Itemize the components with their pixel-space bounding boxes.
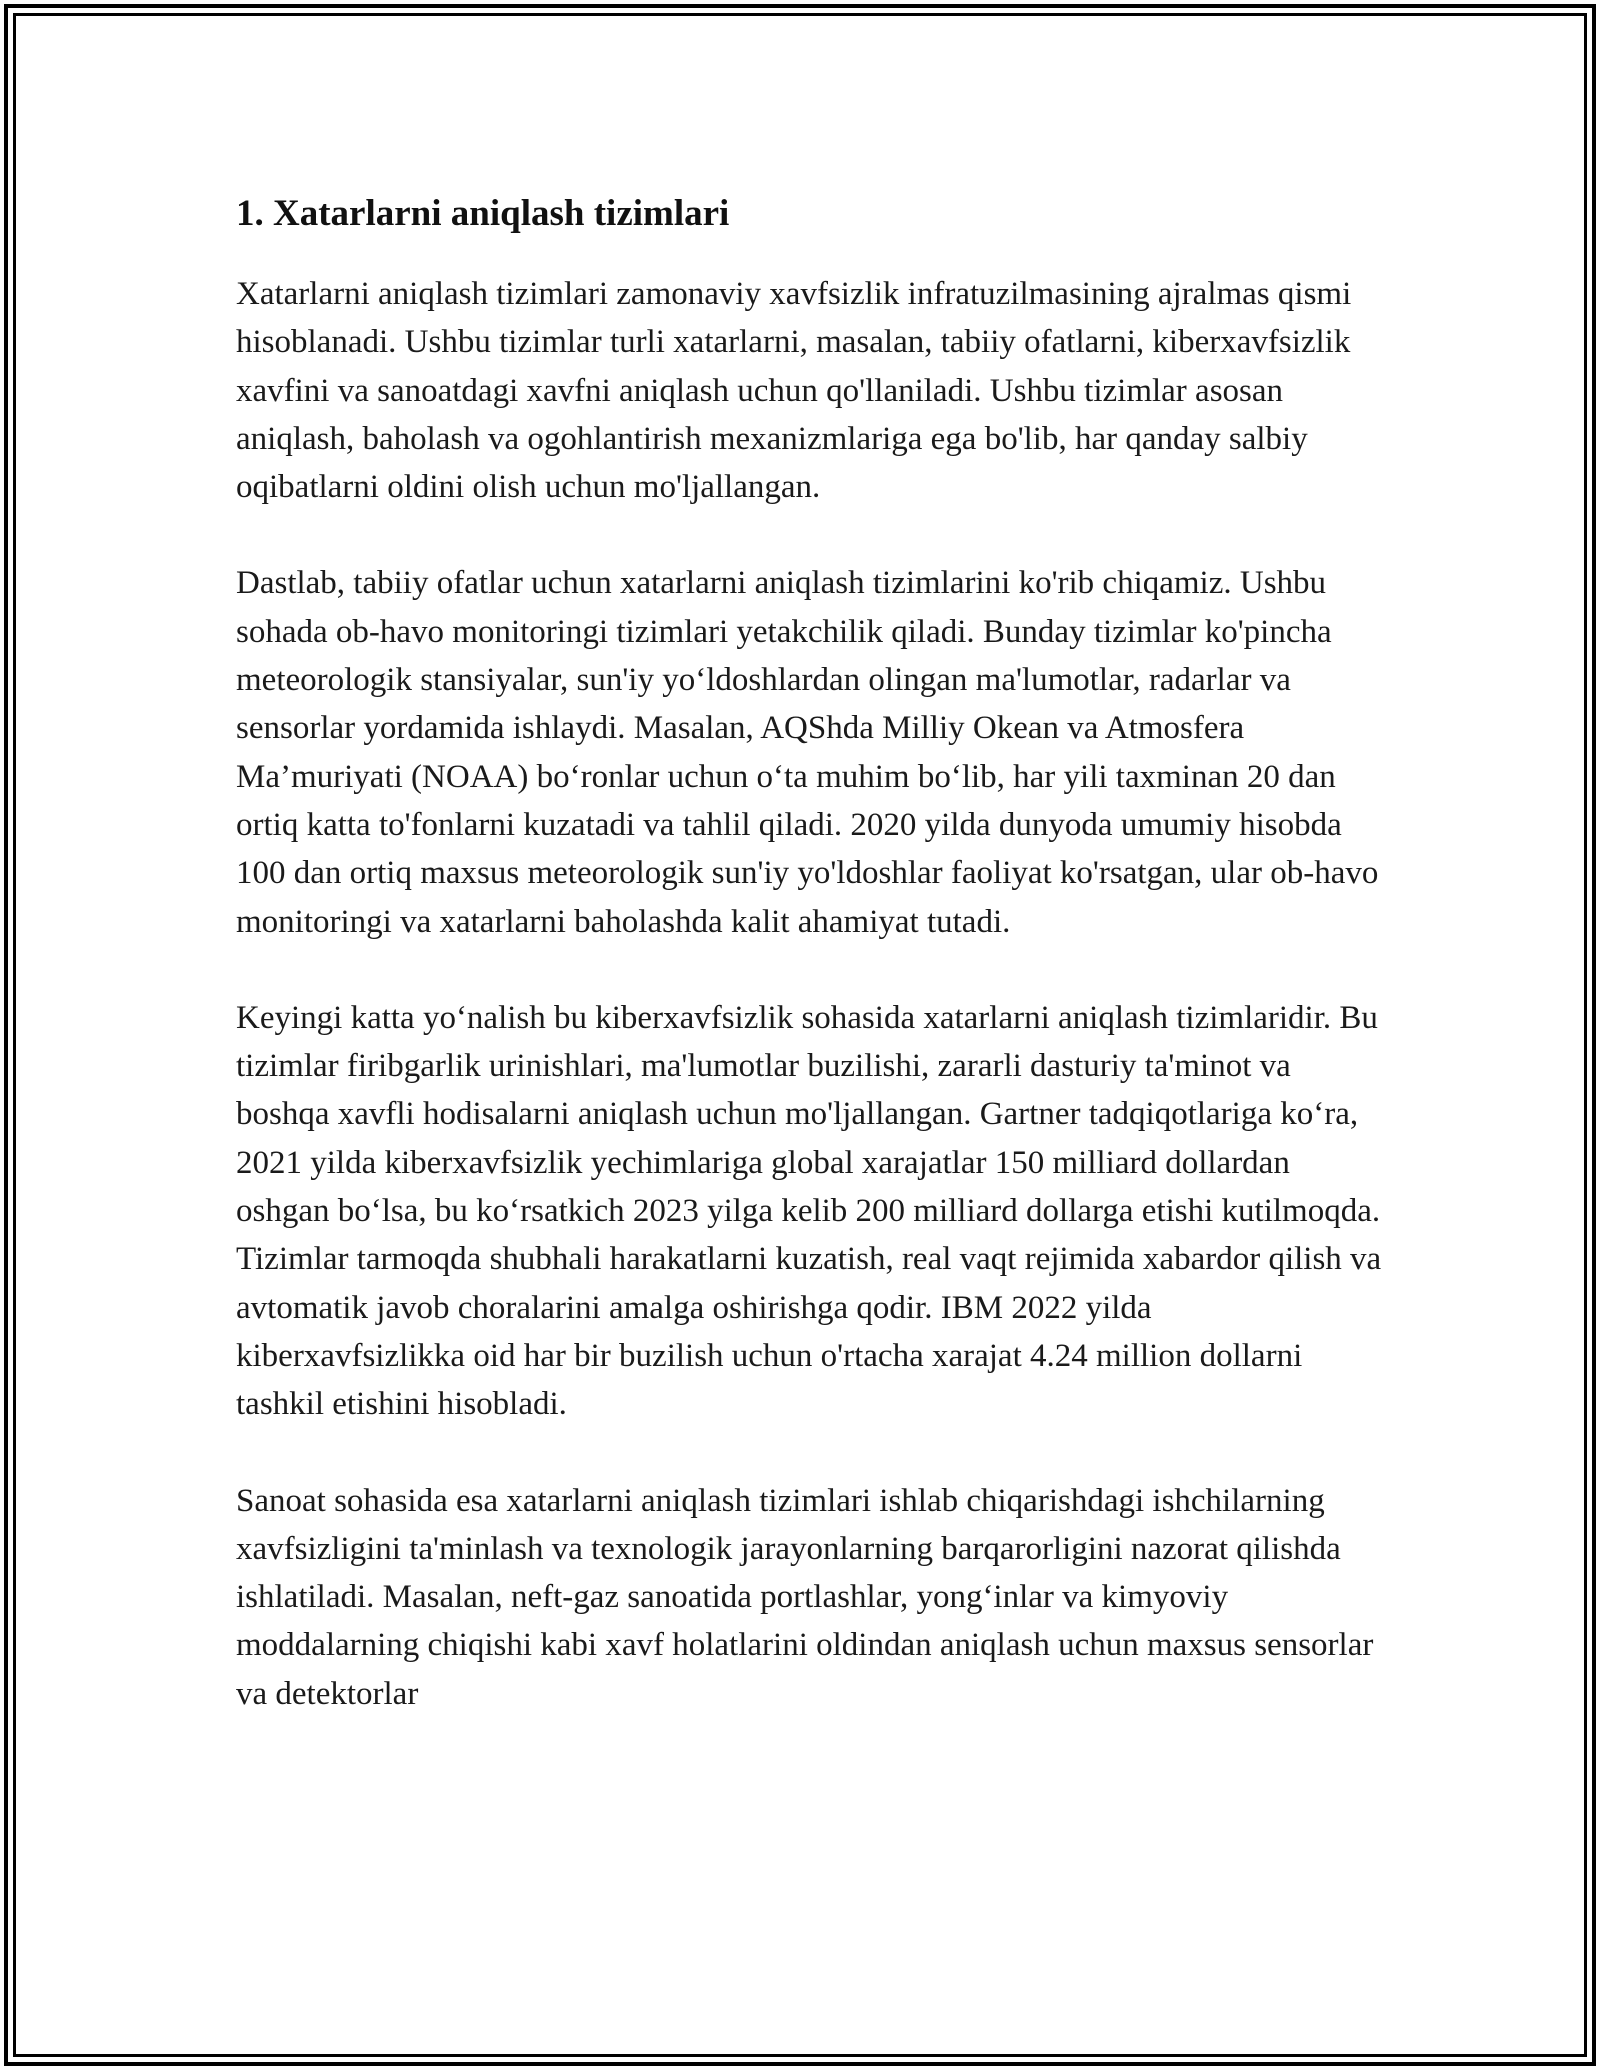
paragraph-natural-disasters: Dastlab, tabiiy ofatlar uchun xatarlarni aniqlash tizimlarini ko'rib chiqamiz. Ushbu sohada ob-havo monitoringi tizimlari yetakchilik qiladi. Bunday tizimlar ko'pincha meteorologik stansiyalar, sun'iy yo‘ldoshlardan olingan ma'lumotlar, radarlar va sensorlar yordamida ishlaydi. Masalan, AQShda Milliy Okean va Atmosfera Ma’muriyati (NOAA) bo‘ronlar uchun o‘ta muhim bo‘lib, har yili taxminan 20 dan ortiq katta to'fonlarni kuzatadi va tahlil qiladi. 2020 yilda dunyoda umumiy hisobda 100 dan ortiq maxsus meteorologik sun'iy yo'ldoshlar faoliyat ko'rsatgan, ular ob-havo monitoringi va xatarlarni baholashda kalit ahamiyat tutadi. xyxy=(236,565,1379,940)
paragraph-cybersecurity: Keyingi katta yo‘nalish bu kiberxavfsizlik sohasida xatarlarni aniqlash tizimlaridir. Bu tizimlar firibgarlik urinishlari, ma'lumotlar buzilishi, zararli dasturiy ta'minot va boshqa xavfli hodisalarni aniqlash uchun mo'ljallangan. Gartner tadqiqotlariga ko‘ra, 2021 yilda kiberxavfsizlik yechimlariga global xarajatlar 150 milliard dollardan oshgan bo‘lsa, bu ko‘rsatkich 2023 yilga kelib 200 milliard dollarga etishi kutilmoqda. Tizimlar tarmoqda shubhali harakatlarni kuzatish, real vaqt rejimida xabardor qilish va avtomatik javob choralarini amalga oshirishga qodir. IBM 2022 yilda kiberxavfsizlikka oid har bir buzilish uchun o'rtacha xarajat 4.24 million dollarni tashkil etishini hisobladi. xyxy=(236,999,1382,1423)
paragraph-intro: Xatarlarni aniqlash tizimlari zamonaviy xavfsizlik infratuzilmasining ajralmas qismi hisoblanadi. Ushbu tizimlar turli xatarlarni, masalan, tabiiy ofatlarni, kiberxavfsizlik xavfini va sanoatdagi xavfni aniqlash uchun qo'llaniladi. Ushbu tizimlar asosan aniqlash, baholash va ogohlantirish mexanizmlariga ega bo'lib, har qanday salbiy oqibatlarni oldini olish uchun mo'ljallangan. xyxy=(236,276,1352,506)
paragraph-industry: Sanoat sohasida esa xatarlarni aniqlash tizimlari ishlab chiqarishdagi ishchilarning xavfsizligini ta'minlash va texnologik jarayonlarning barqarorligini nazorat qilishda ishlatiladi. Masalan, neft-gaz sanoatida portlashlar, yong‘inlar va kimyoviy moddalarning chiqishi kabi xavf holatlarini oldindan aniqlash uchun maxsus sensorlar va detektorlar xyxy=(236,1482,1374,1712)
document-body xyxy=(236,188,1386,1718)
section-heading: 1. Xatarlarni aniqlash tizimlari xyxy=(236,193,730,234)
